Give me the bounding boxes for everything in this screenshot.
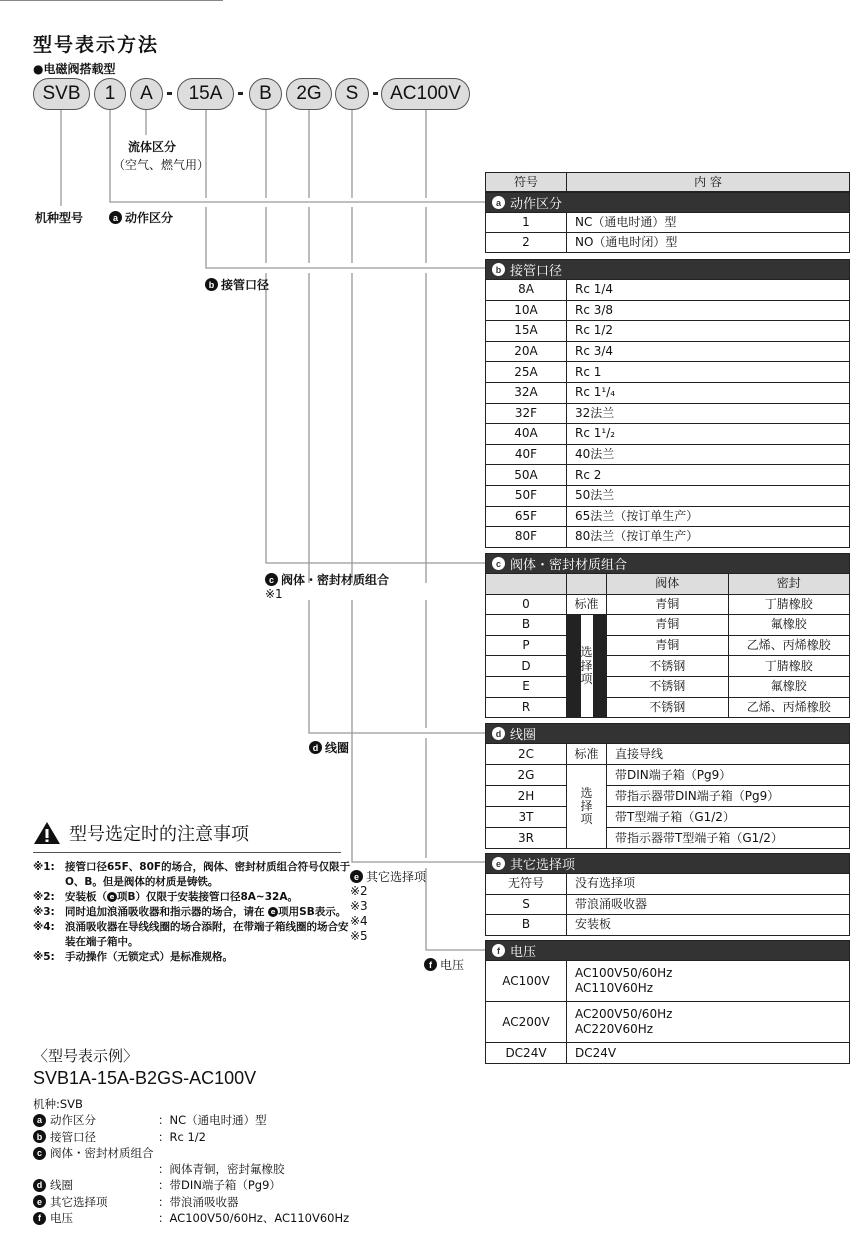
content-cell: AC100V50/60Hz AC110V60Hz bbox=[567, 961, 849, 1001]
subheader-cell: 密封 bbox=[729, 574, 850, 594]
code-cell: 65F bbox=[486, 507, 566, 527]
seal-cell: 丁腈橡胶 bbox=[729, 656, 850, 676]
content-cell: 80法兰（按订单生产） bbox=[567, 527, 849, 547]
body-cell: 不锈钢 bbox=[607, 656, 728, 676]
label-c-note: ※1 bbox=[265, 587, 283, 601]
caution-note bbox=[33, 860, 351, 890]
code-cell: 32A bbox=[486, 383, 566, 403]
example-key bbox=[33, 1112, 158, 1128]
seal-cell: 氟橡胶 bbox=[729, 677, 850, 697]
badge-a-icon: a bbox=[109, 211, 122, 224]
section-title: 电压 bbox=[510, 945, 537, 960]
example-key bbox=[33, 1210, 158, 1226]
label-machine: 机种型号 bbox=[35, 211, 84, 225]
label-e-notes: ※2 ※3 ※4 ※5 bbox=[350, 884, 368, 943]
example-value: ：AC100V50/60Hz、AC110V60Hz bbox=[158, 1211, 350, 1226]
content-cell: Rc 1 bbox=[567, 362, 849, 382]
code-cell: 0 bbox=[486, 595, 566, 615]
note-text: 手动操作（无锁定式）是标准规格。 bbox=[65, 951, 233, 963]
note-key: ※2: bbox=[33, 891, 55, 903]
section-header bbox=[486, 941, 849, 961]
code-cell: 无符号 bbox=[486, 874, 566, 894]
badge-a-icon: a bbox=[33, 1114, 46, 1127]
code-cell: 1 bbox=[486, 213, 566, 232]
body-cell: 青铜 bbox=[607, 636, 728, 656]
content-cell: NC（通电时通）型 bbox=[567, 213, 849, 232]
table-header bbox=[485, 172, 850, 192]
content-cell: 50法兰 bbox=[567, 486, 849, 506]
content-cell: NO（通电时闭）型 bbox=[567, 233, 849, 252]
section-header bbox=[486, 554, 849, 574]
example-value: ：Rc 1/2 bbox=[158, 1129, 206, 1144]
content-cell: Rc 3/8 bbox=[567, 301, 849, 321]
badge-f-icon: f bbox=[492, 944, 505, 957]
badge-d-icon: d bbox=[309, 741, 322, 754]
example-key-label: 阀体・密封材质组合 bbox=[50, 1145, 154, 1160]
section-body bbox=[486, 874, 849, 935]
badge-d-icon: d bbox=[33, 1179, 46, 1192]
warning-icon bbox=[33, 821, 61, 845]
dash bbox=[373, 92, 378, 95]
note-key: ※3: bbox=[33, 906, 55, 918]
section-d bbox=[485, 723, 850, 849]
example-key bbox=[33, 1161, 158, 1177]
code-cell: 50F bbox=[486, 486, 566, 506]
pill-port: 15A bbox=[177, 78, 234, 110]
section-title: 阀体・密封材质组合 bbox=[510, 558, 628, 573]
code-cell: 8A bbox=[486, 280, 566, 300]
code-cell: 10A bbox=[486, 301, 566, 321]
seal-cell: 氟橡胶 bbox=[729, 615, 850, 635]
example-key-label: 接管口径 bbox=[50, 1129, 96, 1144]
dash bbox=[167, 92, 172, 95]
section-f bbox=[485, 940, 850, 1064]
section-title: 线圈 bbox=[510, 728, 537, 743]
code-cell: 40F bbox=[486, 445, 566, 465]
content-cell: 没有选择项 bbox=[567, 874, 849, 894]
content-cell: 65法兰（按订单生产） bbox=[567, 507, 849, 527]
code-cell: 40A bbox=[486, 424, 566, 444]
pill-fluid: A bbox=[130, 78, 163, 110]
example-key-label: 线圈 bbox=[50, 1178, 73, 1193]
example-key bbox=[33, 1145, 158, 1161]
content-cell: Rc 1¹/₂ bbox=[567, 424, 849, 444]
page-title: 型号表示方法 bbox=[33, 34, 160, 56]
content-cell: Rc 1/2 bbox=[567, 321, 849, 341]
badge-b-icon: b bbox=[205, 278, 218, 291]
code-cell: 3R bbox=[486, 828, 566, 848]
code-cell: R bbox=[486, 698, 566, 718]
pill-coil: 2G bbox=[286, 78, 332, 110]
code-cell: 2 bbox=[486, 233, 566, 252]
example-row bbox=[33, 1161, 349, 1177]
note-key: ※4: bbox=[33, 921, 55, 933]
code-cell: AC100V bbox=[486, 961, 566, 1001]
section-c bbox=[485, 553, 850, 718]
code-cell: 20A bbox=[486, 342, 566, 362]
content-cell: Rc 2 bbox=[567, 465, 849, 485]
section-b bbox=[485, 259, 850, 548]
content-cell: Rc 1/4 bbox=[567, 280, 849, 300]
section-title: 接管口径 bbox=[510, 264, 563, 279]
section-body bbox=[486, 574, 849, 717]
content-cell: 32法兰 bbox=[567, 404, 849, 424]
section-body bbox=[486, 213, 849, 252]
code-cell: 80F bbox=[486, 527, 566, 547]
label-e: e 其它选择项 bbox=[350, 868, 426, 885]
note-key: ※1: bbox=[33, 861, 55, 873]
section-body bbox=[486, 744, 849, 848]
section-header bbox=[486, 193, 849, 213]
badge-a-icon: a bbox=[492, 196, 505, 209]
caution-note bbox=[33, 920, 351, 950]
label-b: b 接管口径 bbox=[205, 276, 269, 293]
group-standard: 标准 bbox=[567, 595, 606, 615]
subtitle: ●电磁阀搭载型 bbox=[33, 62, 116, 76]
group-option: 选择项 bbox=[581, 615, 593, 717]
label-a: a 动作区分 bbox=[109, 209, 173, 226]
caution-note bbox=[33, 905, 351, 920]
badge-f-icon: f bbox=[424, 958, 437, 971]
note-key: ※5: bbox=[33, 951, 55, 963]
example-key bbox=[33, 1194, 158, 1210]
caution-notes bbox=[33, 860, 351, 965]
pill-action: 1 bbox=[94, 78, 126, 110]
code-cell: 2H bbox=[486, 786, 566, 806]
section-header bbox=[486, 724, 849, 744]
caution-note bbox=[33, 950, 351, 965]
example-row bbox=[33, 1177, 349, 1193]
seal-cell: 乙烯、丙烯橡胶 bbox=[729, 698, 850, 718]
code-cell: E bbox=[486, 677, 566, 697]
content-cell: Rc 3/4 bbox=[567, 342, 849, 362]
badge-c-icon: c bbox=[492, 557, 505, 570]
pill-material: B bbox=[249, 78, 282, 110]
seal-cell: 丁腈橡胶 bbox=[729, 595, 850, 615]
content-cell: DC24V bbox=[567, 1043, 849, 1063]
code-cell: 50A bbox=[486, 465, 566, 485]
example-key-label: 电压 bbox=[50, 1211, 73, 1226]
caution-note bbox=[33, 890, 351, 905]
code-cell: 25A bbox=[486, 362, 566, 382]
content-cell: 带T型端子箱（G1/2） bbox=[607, 807, 849, 827]
example-machine: 机种:SVB bbox=[33, 1097, 83, 1111]
subheader-cell bbox=[486, 574, 566, 594]
header-cell: 内 容 bbox=[567, 173, 849, 191]
dash bbox=[238, 92, 243, 95]
subheader-cell: 阀体 bbox=[607, 574, 728, 594]
content-cell: 带指示器带T型端子箱（G1/2） bbox=[607, 828, 849, 848]
example-key-label: 动作区分 bbox=[50, 1113, 96, 1128]
code-cell: D bbox=[486, 656, 566, 676]
note-text: 接管口径65F、80F的场合，阀体、密封材质组合符号仅限于O、B。但是阀体的材质是铸铁。 bbox=[65, 861, 351, 888]
example-row bbox=[33, 1145, 349, 1161]
content-cell: 带指示器带DIN端子箱（Pg9） bbox=[607, 786, 849, 806]
example-key bbox=[33, 1177, 158, 1193]
badge-c-icon: c bbox=[265, 573, 278, 586]
code-cell: 15A bbox=[486, 321, 566, 341]
group-option: 选择项 bbox=[567, 765, 606, 848]
badge-b-icon: b bbox=[492, 263, 505, 276]
body-cell: 青铜 bbox=[607, 615, 728, 635]
example-row bbox=[33, 1112, 349, 1128]
section-a bbox=[485, 192, 850, 253]
badge-e-icon: e bbox=[268, 907, 278, 917]
code-cell: S bbox=[486, 895, 566, 915]
caution-divider bbox=[33, 852, 341, 853]
example-value: ：阀体青铜，密封氟橡胶 bbox=[158, 1162, 285, 1177]
section-body bbox=[486, 280, 849, 547]
seal-cell: 乙烯、丙烯橡胶 bbox=[729, 636, 850, 656]
example-row bbox=[33, 1129, 349, 1145]
content-cell: AC200V50/60Hz AC220V60Hz bbox=[567, 1002, 849, 1042]
example-heading: 〈型号表示例〉 bbox=[33, 1047, 139, 1065]
example-value: ：带浪涌吸收器 bbox=[158, 1194, 239, 1209]
content-cell: 安装板 bbox=[567, 915, 849, 935]
header-cell: 符号 bbox=[486, 173, 566, 191]
section-e bbox=[485, 853, 850, 936]
content-cell: Rc 1¹/₄ bbox=[567, 383, 849, 403]
body-cell: 青铜 bbox=[607, 595, 728, 615]
label-fluid: 流体区分 bbox=[128, 140, 177, 154]
example-row bbox=[33, 1194, 349, 1210]
label-c: c 阀体・密封材质组合 bbox=[265, 571, 389, 588]
note-text: 同时追加浪涌吸收器和指示器的场合，请在 e 项用SB表示。 bbox=[65, 906, 347, 918]
example-key bbox=[33, 1129, 158, 1145]
body-cell: 不锈钢 bbox=[607, 677, 728, 697]
badge-f-icon: f bbox=[33, 1212, 46, 1225]
pill-voltage: AC100V bbox=[381, 78, 470, 110]
label-fluid-sub: （空气、燃气用） bbox=[113, 158, 210, 172]
note-text: 安装板（ e 项B）仅限于安装接管口径8A~32A。 bbox=[65, 891, 298, 903]
content-cell: 带浪涌吸收器 bbox=[567, 895, 849, 915]
section-body bbox=[486, 961, 849, 1063]
code-cell: 3T bbox=[486, 807, 566, 827]
code-cell: B bbox=[486, 915, 566, 935]
example-value: ：NC（通电时通）型 bbox=[158, 1113, 267, 1128]
subheader-cell bbox=[567, 574, 606, 594]
group-standard: 标准 bbox=[567, 744, 606, 764]
badge-e-icon: e bbox=[33, 1195, 46, 1208]
note-text: 浪涌吸收器在导线线圈的场合添附，在带端子箱线圈的场合安装在端子箱中。 bbox=[65, 921, 349, 948]
example-value: ：带DIN端子箱（Pg9） bbox=[158, 1178, 281, 1193]
badge-e-icon: e bbox=[107, 892, 117, 902]
code-cell: 32F bbox=[486, 404, 566, 424]
caution-heading: 型号选定时的注意事项 bbox=[33, 820, 249, 846]
code-cell: B bbox=[486, 615, 566, 635]
label-f: f 电压 bbox=[424, 956, 464, 973]
badge-c-icon: c bbox=[33, 1147, 46, 1160]
code-cell: DC24V bbox=[486, 1043, 566, 1063]
example-list bbox=[33, 1096, 349, 1226]
content-cell: 40法兰 bbox=[567, 445, 849, 465]
example-code: SVB1A-15A-B2GS-AC100V bbox=[33, 1068, 257, 1088]
content-cell: 直接导线 bbox=[607, 744, 849, 764]
section-header bbox=[486, 260, 849, 280]
code-cell: 2C bbox=[486, 744, 566, 764]
badge-d-icon: d bbox=[492, 727, 505, 740]
section-header bbox=[486, 854, 849, 874]
body-cell: 不锈钢 bbox=[607, 698, 728, 718]
code-cell: 2G bbox=[486, 765, 566, 785]
label-d: d 线圈 bbox=[309, 739, 349, 756]
badge-e-icon: e bbox=[350, 870, 363, 883]
badge-e-icon: e bbox=[492, 857, 505, 870]
code-cell: P bbox=[486, 636, 566, 656]
section-title: 其它选择项 bbox=[510, 858, 576, 873]
example-row bbox=[33, 1210, 349, 1226]
example-key-label: 其它选择项 bbox=[50, 1194, 108, 1209]
pill-model: SVB bbox=[33, 78, 90, 110]
badge-b-icon: b bbox=[33, 1130, 46, 1143]
code-cell: AC200V bbox=[486, 1002, 566, 1042]
pill-option: S bbox=[335, 78, 369, 110]
section-title: 动作区分 bbox=[510, 197, 563, 212]
content-cell: 带DIN端子箱（Pg9） bbox=[607, 765, 849, 785]
